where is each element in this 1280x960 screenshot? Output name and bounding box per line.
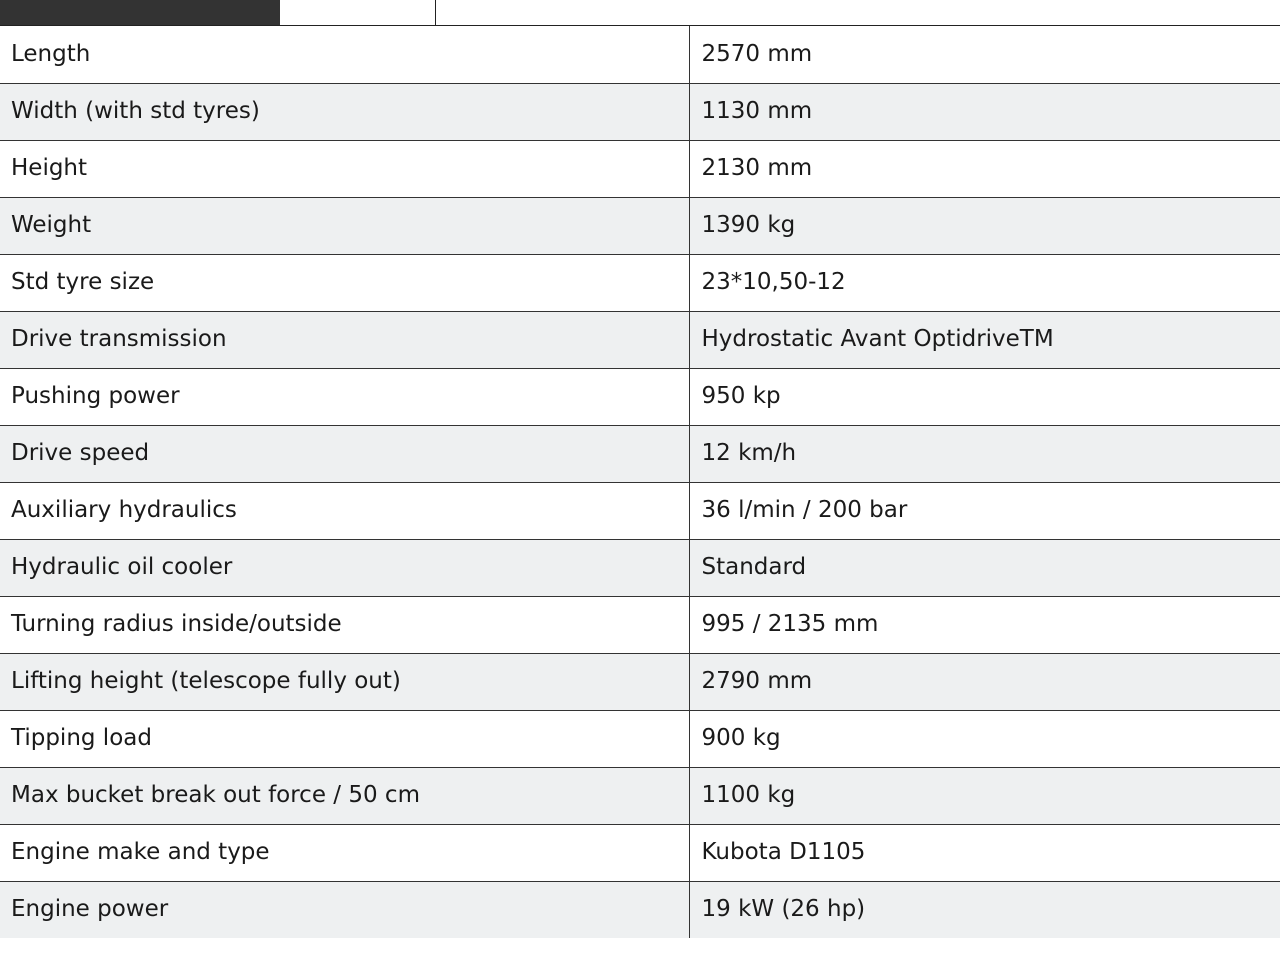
spec-value: Kubota D1105 (689, 824, 1280, 881)
spec-label: Turning radius inside/outside (0, 596, 689, 653)
spec-value: 2130 mm (689, 140, 1280, 197)
spec-value: 2570 mm (689, 26, 1280, 83)
table-row (0, 881, 1280, 938)
spec-value: 1390 kg (689, 197, 1280, 254)
spec-label: Auxiliary hydraulics (0, 482, 689, 539)
specifications-table (0, 26, 1280, 938)
spec-value: 36 l/min / 200 bar (689, 482, 1280, 539)
table-row (0, 368, 1280, 425)
spec-value: 12 km/h (689, 425, 1280, 482)
spec-label: Length (0, 26, 689, 83)
table-row (0, 26, 1280, 83)
spec-label: Drive speed (0, 425, 689, 482)
spec-label: Hydraulic oil cooler (0, 539, 689, 596)
table-row (0, 311, 1280, 368)
spec-label: Weight (0, 197, 689, 254)
table-row (0, 425, 1280, 482)
spec-label: Std tyre size (0, 254, 689, 311)
table-row (0, 710, 1280, 767)
tab-inactive[interactable] (280, 0, 436, 25)
table-row (0, 83, 1280, 140)
table-row (0, 254, 1280, 311)
spec-label: Pushing power (0, 368, 689, 425)
spec-label: Height (0, 140, 689, 197)
spec-value: 900 kg (689, 710, 1280, 767)
spec-label: Tipping load (0, 710, 689, 767)
table-row (0, 653, 1280, 710)
spec-value: 1100 kg (689, 767, 1280, 824)
spec-value: 23*10,50-12 (689, 254, 1280, 311)
spec-label: Width (with std tyres) (0, 83, 689, 140)
spec-value: 995 / 2135 mm (689, 596, 1280, 653)
table-row (0, 197, 1280, 254)
spec-label: Engine power (0, 881, 689, 938)
table-row (0, 767, 1280, 824)
table-row (0, 824, 1280, 881)
spec-value: 950 kp (689, 368, 1280, 425)
spec-value: Standard (689, 539, 1280, 596)
tab-active[interactable] (0, 0, 280, 25)
tab-bar (0, 0, 1280, 26)
table-row (0, 140, 1280, 197)
spec-value: 2790 mm (689, 653, 1280, 710)
spec-value: 1130 mm (689, 83, 1280, 140)
spec-label: Drive transmission (0, 311, 689, 368)
table-row (0, 539, 1280, 596)
spec-value: Hydrostatic Avant OptidriveTM (689, 311, 1280, 368)
spec-label: Lifting height (telescope fully out) (0, 653, 689, 710)
spec-value: 19 kW (26 hp) (689, 881, 1280, 938)
spec-label: Engine make and type (0, 824, 689, 881)
table-row (0, 596, 1280, 653)
spec-label: Max bucket break out force / 50 cm (0, 767, 689, 824)
table-row (0, 482, 1280, 539)
